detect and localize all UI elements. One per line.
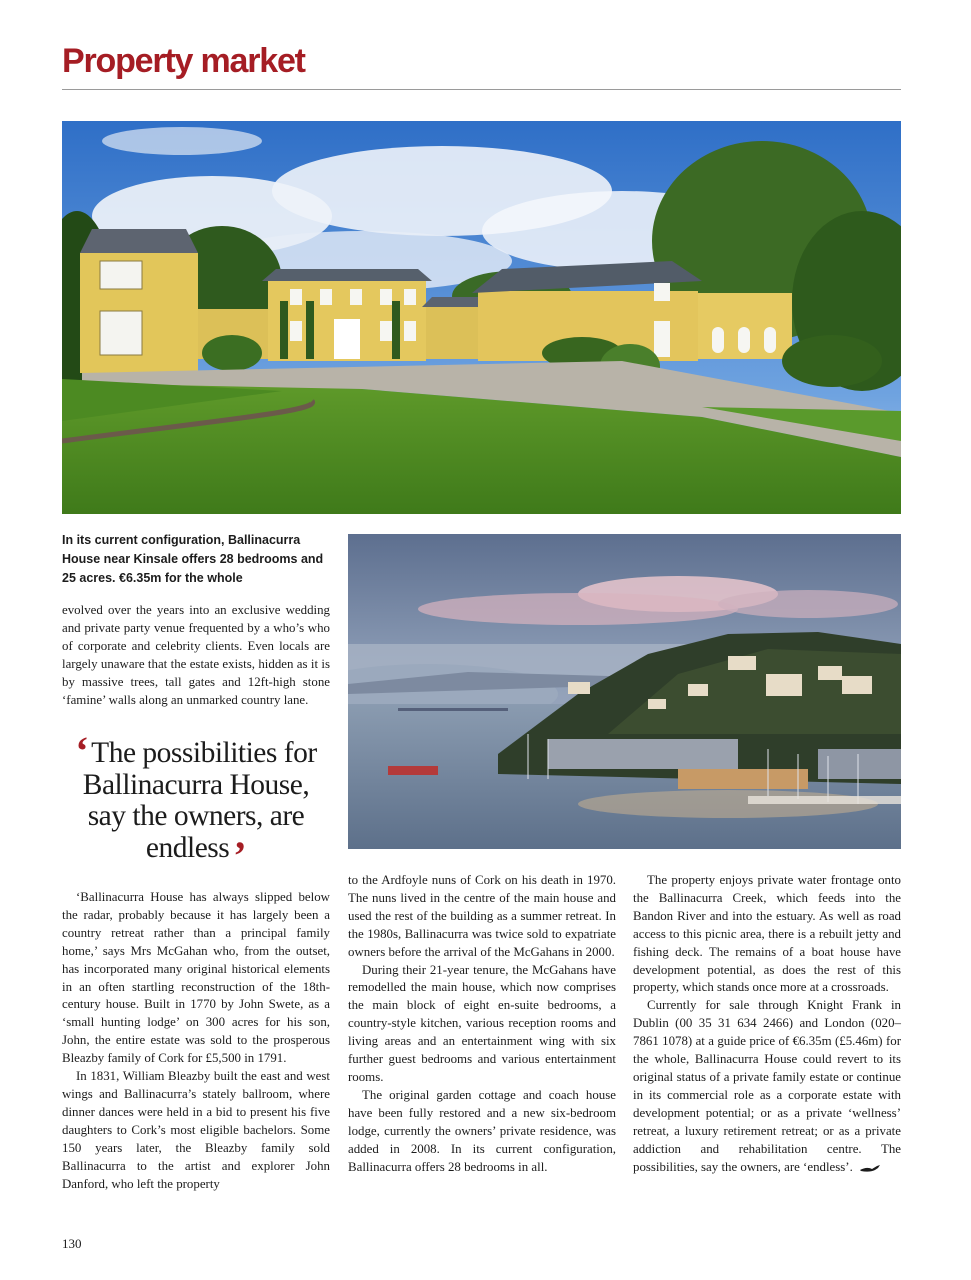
pull-quote	[62, 728, 330, 878]
close-quote-mark: ’	[233, 832, 247, 878]
article-column-1	[62, 889, 330, 1193]
section-title: Property market	[62, 42, 305, 80]
paragraph: ‘Ballinacurra House has always slipped below the radar, probably because it has largely been a country retreat rather than a principal family home,’ says Mrs McGahan who, from the outset, has incorporated many original historical elements in an often startling reconstruction of the 18th-century house. Built in 1770 by John Swete, as a ‘small hunting lodge’ on 300 acres for his son, John, the entire estate was sold to the prosperous Bleazby family of Cork for £5,500 in 1791.	[62, 890, 330, 1066]
article-column-3	[633, 872, 901, 1176]
paragraph: During their 21-year tenure, the McGahans have remodelled the main house, which now comprises the main block of eight en-suite bedrooms, a country-style kitchen, various reception rooms and living areas and an entertainment wing with six further guest bedrooms and various entertainment rooms.	[348, 962, 616, 1084]
paragraph: In 1831, William Bleazby built the east and west wings and Ballinacurra’s stately ballroom, where dinner dances were held in a bid to present his five daughters to Cork’s most eligible bachelors. Some 150 years later, the Bleazby family sold Ballinacurra to the artist and explorer John Danford, who left the property	[62, 1069, 330, 1191]
ballinacurra-house-photo	[62, 121, 901, 514]
paragraph: to the Ardfoyle nuns of Cork on his death in 1970. The nuns lived in the centre of the main house and used the rest of the building as a summer retreat. In the 1980s, Ballinacurra was twice sold to expatriate owners before the arrival of the McGahans in 2000.	[348, 873, 616, 959]
paragraph: The property enjoys private water frontage onto the Ballinacurra Creek, which feeds into the Bandon River and into the estuary. As well as road access to this picnic area, there is a rebuilt jetty and fishing deck. The remains of a boat house have development potential, as does the rest of this property, which stands once more at a crossroads.	[633, 873, 901, 995]
paragraph	[633, 997, 901, 1176]
kinsale-harbour-photo	[348, 534, 901, 849]
open-quote-mark: ‘	[75, 728, 89, 773]
article-column-1-top	[62, 602, 330, 709]
page-number: 130	[62, 1236, 82, 1251]
paragraph: The original garden cottage and coach house have been fully restored and a new six-bedroom lodge, currently the owners’ private residence, was added in 2008. In its current configuration, Ballinacurra offers 28 bedrooms in all.	[348, 1087, 616, 1174]
pull-quote-text: The possibilities for Ballinacurra House, say the owners, are endless	[82, 737, 317, 864]
article-column-2	[348, 872, 616, 1176]
paragraph-text: Currently for sale through Knight Frank in Dublin (00 35 31 634 2466) and London (020–7861 1078) at a guide price of €6.35m (£5.46m) for the whole, Ballinacurra House could revert to its original status of a private family estate or continue in its commercial role as a corporate estate with development potential; or as a private ‘wellness’ retreat, a luxury retirement retreat; or as a private addiction and rehabilitation centre. The possibilities, say the owners, are ‘endless’.	[633, 998, 901, 1174]
photo-caption: In its current configuration, Ballinacurra House near Kinsale offers 28 bedrooms and 25 acres. €6.35m for the whole	[62, 533, 324, 585]
hare-end-mark-icon	[859, 1163, 881, 1173]
paragraph: evolved over the years into an exclusive wedding and private party venue frequented by a who’s who of corporate and celebrity clients. Even locals are largely unaware that the estate exists, hidden as it is by massive trees, tall gates and 12ft-high stone ‘famine’ walls along an unmarked country lane.	[62, 603, 330, 707]
title-divider	[62, 89, 901, 90]
